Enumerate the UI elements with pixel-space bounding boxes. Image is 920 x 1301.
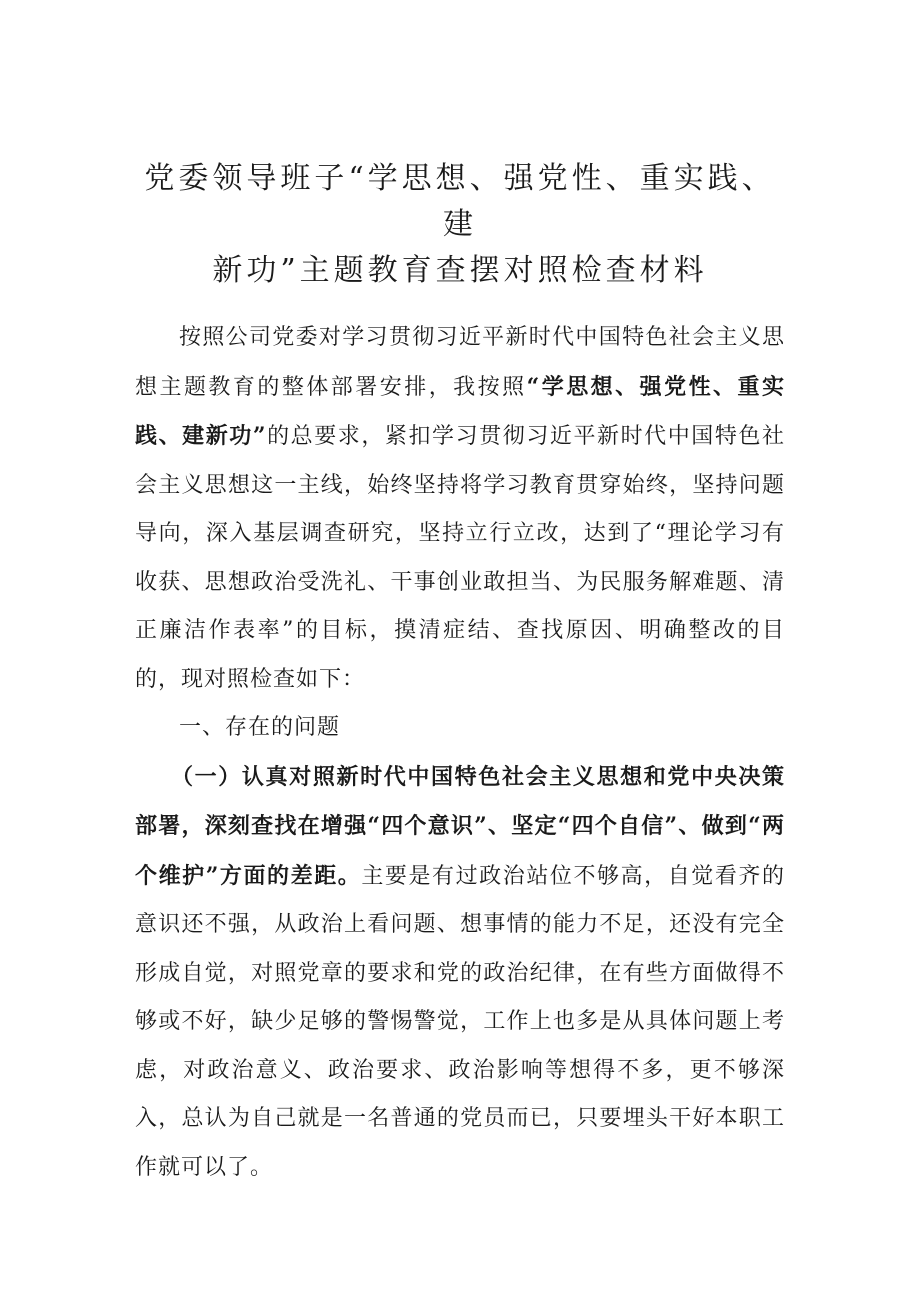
intro-text-2: 的总要求，紧扣学习贯彻习近平新时代中国特色社会主义思想这一主线，始终坚持将学习教育贯穿始终，坚持问题导向，深入基层调查研究，坚持立行立改，达到了“理论学习有收获、思想政治受洗礼、干事创业敢担当、为民服务解难题、清正廉洁作表率”的目标，摸清症结、查找原因、明确整改的目的，现对照检查如下： <box>135 424 785 692</box>
title-line-1: 党委领导班子“学思想、强党性、重实践、建 <box>144 161 776 243</box>
intro-paragraph <box>135 314 785 704</box>
problem-item-1-text: 主要是有过政治站位不够高，自觉看齐的意识还不强，从政治上看问题、想事情的能力不足，还没有完全形成自觉，对照党章的要求和党的政治纪律，在有些方面做得不够或不好，缺少足够的警惕警觉，工作上也多是从具体问题上考虑，对政治意义、政治要求、政治影响等想得不多，更不够深入，总认为自己就是一名普通的党员而已，只要埋头干好本职工作就可以了。 <box>135 863 785 1180</box>
problem-item-1 <box>135 753 785 1193</box>
intro-text-1: 按照公司党委对学习贯彻习近平新时代中国特色社会主义思想主题教育的整体部署安排，我按照 <box>135 325 785 400</box>
title-line-2: 新功”主题教育查摆对照检查材料 <box>212 253 708 289</box>
document-body <box>135 314 785 1192</box>
intro-bold-requirement: “学思想、强党性、重实践、建新功” <box>135 373 785 449</box>
document-title <box>130 156 790 294</box>
section-heading-problems: 一、存在的问题 <box>179 715 341 740</box>
problem-item-1-heading: （一）认真对照新时代中国特色社会主义思想和党中央决策部署，深刻查找在增强“四个意识”、坚定“四个自信”、做到“两个维护”方面的差距。 <box>135 763 785 889</box>
